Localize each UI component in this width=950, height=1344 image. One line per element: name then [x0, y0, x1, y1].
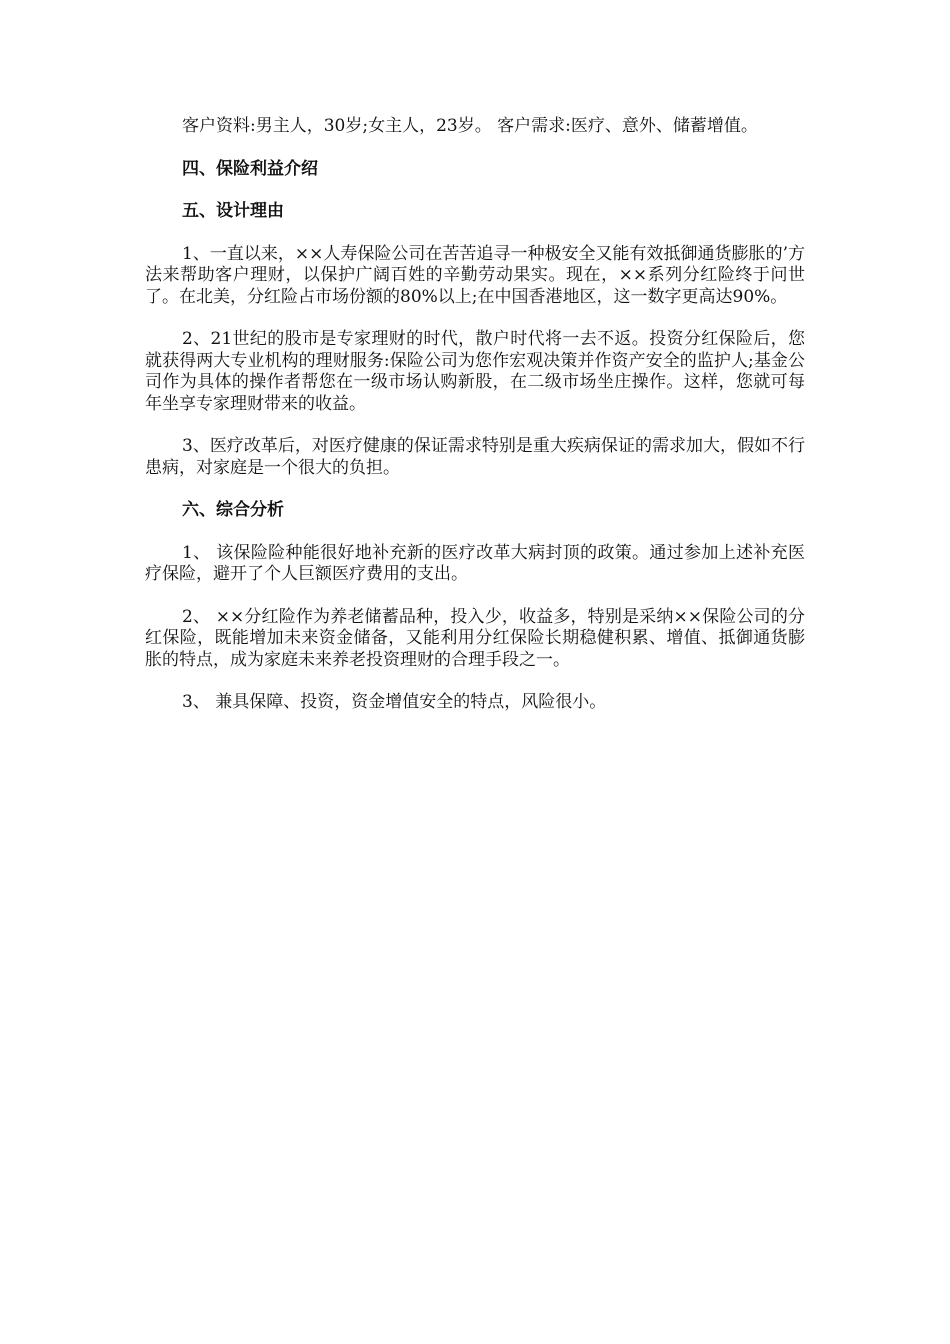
- analysis-point-2: 2、 ××分红险作为养老储蓄品种，投入少，收益多，特别是采纳××保险公司的分红保险，既能增加未来资金储备，又能利用分红保险长期稳健积累、增值、抵御通货膨胀的特点，成为家庭未来养老投资理财的合理手段之一。: [145, 606, 805, 670]
- customer-info-paragraph: 客户资料:男主人，30岁;女主人，23岁。 客户需求:医疗、意外、储蓄增值。: [182, 116, 758, 136]
- analysis-point-1: 1、 该保险险种能很好地补充新的医疗改革大病封顶的政策。通过参加上述补充医疗保险，避开了个人巨额医疗费用的支出。: [145, 542, 805, 584]
- design-reason-1: 1、一直以来，××人寿保险公司在苦苦追寻一种极安全又能有效抵御通货膨胀的’方法来帮助客户理财，以保护广阔百姓的辛勤劳动果实。现在，××系列分红险终于问世了。在北美，分红险占市场份额的80%以上;在中国香港地区，这一数字更高达90%。: [145, 243, 805, 307]
- design-reason-2: 2、21世纪的股市是专家理财的时代，散户时代将一去不返。投资分红保险后，您就获得两大专业机构的理财服务:保险公司为您作宏观决策并作资产安全的监护人;基金公司作为具体的操作者帮您在一级市场认购新股，在二级市场坐庄操作。这样，您就可每年坐享专家理财带来的收益。: [145, 329, 805, 414]
- heading-insurance-benefits: 四、保险利益介绍: [182, 158, 318, 179]
- analysis-point-3: 3、 兼具保障、投资，资金增值安全的特点，风险很小。: [182, 692, 607, 712]
- design-reason-3: 3、医疗改革后，对医疗健康的保证需求特别是重大疾病保证的需求加大，假如不行患病，对家庭是一个很大的负担。: [145, 436, 805, 478]
- heading-comprehensive-analysis: 六、综合分析: [182, 500, 284, 520]
- document-page: [145, 116, 805, 735]
- heading-design-reasons: 五、设计理由: [182, 201, 284, 221]
